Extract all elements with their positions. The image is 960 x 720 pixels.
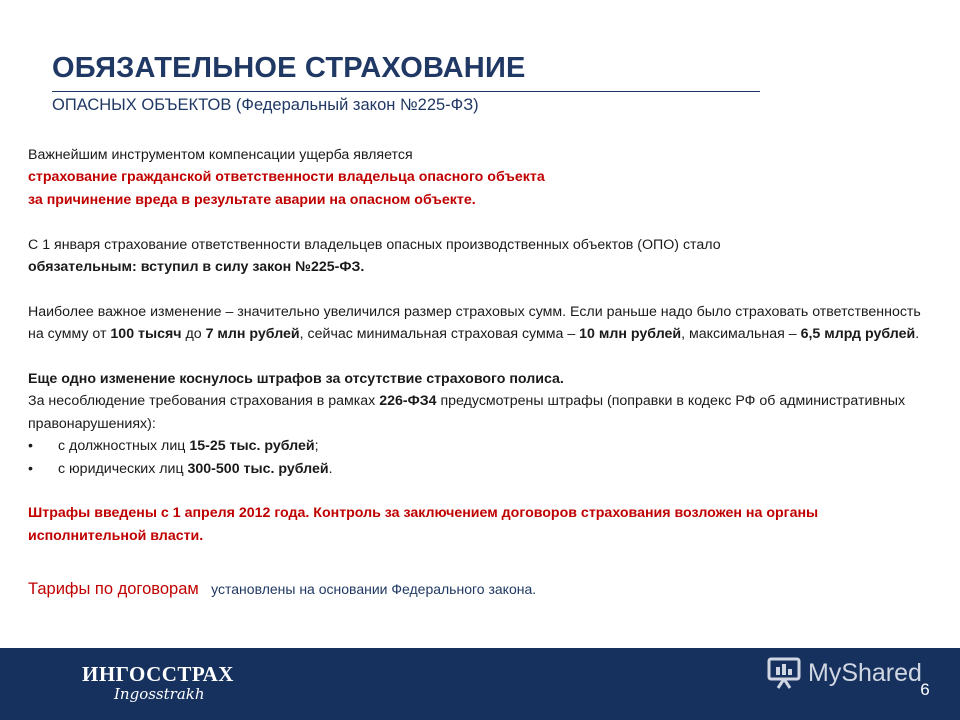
mandatory-bold: обязательным: вступил в силу закон №225-ФЗ. (28, 259, 365, 276)
paragraph-intro (28, 144, 928, 211)
paragraph-sums (28, 301, 928, 346)
sums-text-e: , сейчас минимальная страховая сумма – (299, 326, 580, 343)
watermark-text: MyShared (808, 658, 922, 687)
list-item (28, 458, 928, 480)
fines-heading: Еще одно изменение коснулось штрафов за отсутствие страхового полиса. (28, 371, 564, 388)
bullet-legal-amount: 300-500 тыс. рублей (187, 460, 329, 477)
fines-paragraph (28, 390, 928, 435)
fines-date-notice: Штрафы введены с 1 апреля 2012 года. Контроль за заключением договоров страхования возложен на органы исполнительной власти. (28, 505, 819, 544)
bullet-legal-end: . (328, 460, 333, 477)
bullet-mark: • (28, 460, 33, 477)
slide-body (28, 144, 928, 547)
ingosstrakh-logo (82, 662, 234, 703)
bullet-officials-amount: 15-25 тыс. рублей (189, 438, 315, 455)
intro-highlight-1: страхование гражданской ответственности владельца опасного объекта (28, 169, 545, 186)
page-number: 6 (920, 680, 930, 699)
tariffs-line (28, 580, 536, 599)
myshared-watermark[interactable] (766, 656, 922, 690)
title-divider (52, 91, 760, 92)
fines-law: 226-ФЗ4 (379, 393, 437, 410)
bullet-officials-end: ; (314, 438, 319, 455)
logo-script-text: Ingosstrakh (114, 685, 205, 703)
slide-subtitle: ОПАСНЫХ ОБЪЕКТОВ (Федеральный закон №225-ФЗ) (52, 96, 479, 114)
paragraph-mandatory (28, 234, 928, 279)
sums-text-c: до (181, 326, 206, 343)
sums-text-g: , максимальная – (681, 326, 801, 343)
list-item (28, 435, 928, 457)
bullet-legal (58, 458, 333, 480)
sums-text-a: Наиболее важное изменение – значительно увеличился размер страховых сумм. Если раньше надо было страховать ответственность на сумму от (28, 303, 921, 343)
sums-text-i: . (915, 326, 920, 343)
bullet-officials-text: с должностных лиц (58, 438, 190, 455)
mandatory-text: С 1 января страхование ответственности владельцев опасных производственных объектов (ОПО) стало (28, 236, 721, 253)
bullet-mark: • (28, 438, 33, 455)
tariffs-heading: Тарифы по договорам (28, 580, 199, 598)
sums-new-max: 6,5 млрд рублей (800, 326, 916, 343)
bullet-officials (58, 435, 319, 457)
bullet-legal-text: с юридических лиц (58, 460, 188, 477)
presentation-icon (766, 656, 802, 690)
sums-old-max: 7 млн рублей (205, 326, 300, 343)
sums-old-min: 100 тысяч (110, 326, 182, 343)
fines-text-a: За несоблюдение требования страхования в рамках (28, 393, 380, 410)
slide-title: ОБЯЗАТЕЛЬНОЕ СТРАХОВАНИЕ (52, 52, 526, 84)
fines-text-c: предусмотрены штрафы (поправки в кодекс РФ об административных правонарушениях): (28, 393, 906, 432)
intro-line: Важнейшим инструментом компенсации ущерба является (28, 147, 413, 163)
tariffs-text: установлены на основании Федерального закона. (211, 581, 537, 597)
sums-new-min: 10 млн рублей (579, 326, 682, 343)
logo-main-text: ИНГОССТРАХ (82, 662, 234, 686)
intro-highlight-2: за причинение вреда в результате аварии на опасном объекте. (28, 191, 476, 208)
